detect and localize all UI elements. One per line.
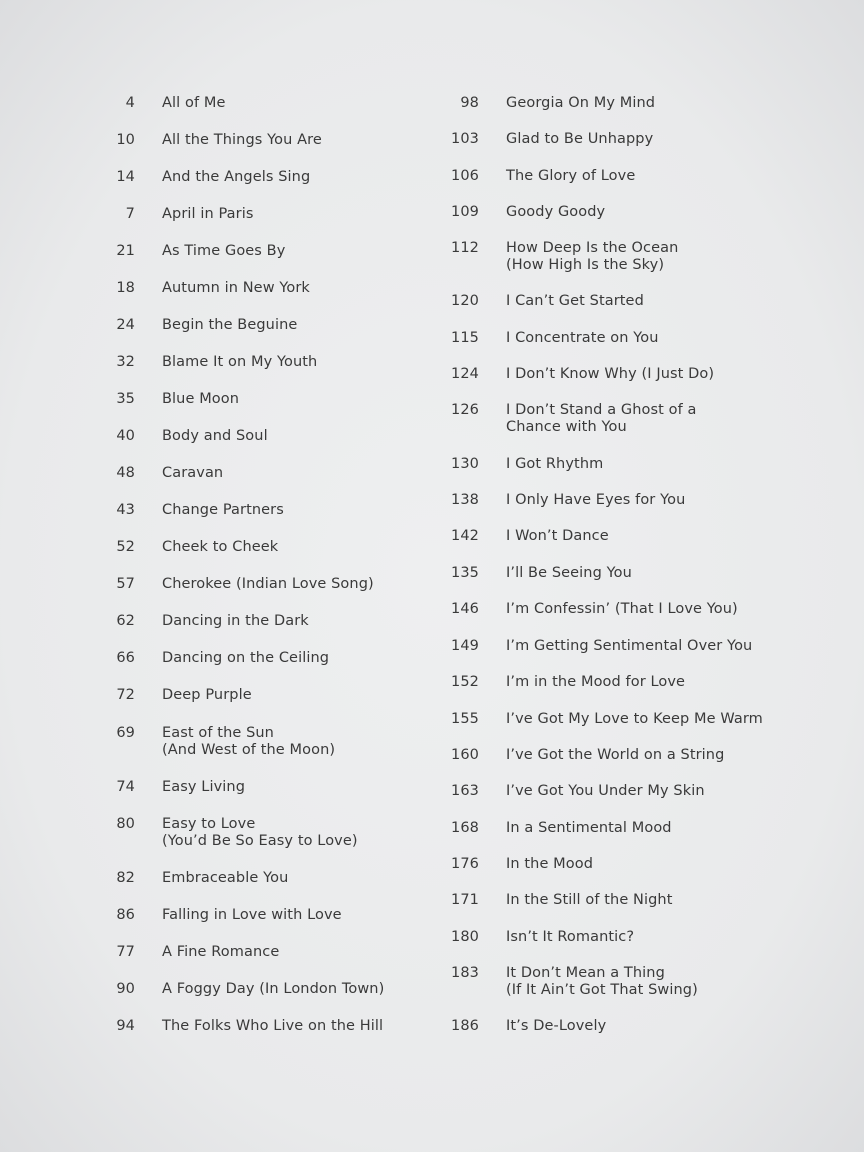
toc-song-title: Autumn in New York bbox=[162, 280, 310, 296]
toc-page-number: 146 bbox=[451, 601, 479, 617]
toc-song-title: I Don’t Stand a Ghost of a Chance with You bbox=[506, 402, 697, 435]
toc-song-title: Glad to Be Unhappy bbox=[506, 131, 654, 147]
toc-page-number: 120 bbox=[451, 293, 479, 309]
toc-song-title: Begin the Beguine bbox=[162, 317, 298, 333]
toc-page-number: 142 bbox=[451, 528, 479, 544]
toc-song-title: Blame It on My Youth bbox=[162, 354, 318, 370]
toc-page-number: 14 bbox=[116, 169, 135, 185]
toc-page-number: 109 bbox=[451, 204, 479, 220]
toc-page-number: 126 bbox=[451, 402, 479, 418]
toc-page-number: 82 bbox=[116, 870, 135, 886]
toc-page-number: 155 bbox=[451, 711, 479, 727]
toc-song-title: Caravan bbox=[162, 465, 224, 481]
toc-page-number: 112 bbox=[451, 240, 479, 256]
toc-song-title: In the Mood bbox=[506, 856, 594, 872]
toc-song-title: In the Still of the Night bbox=[506, 892, 673, 908]
toc-song-title: Change Partners bbox=[162, 502, 284, 518]
toc-song-title: As Time Goes By bbox=[162, 243, 286, 259]
toc-page-number: 57 bbox=[116, 576, 135, 592]
toc-page-number: 103 bbox=[451, 131, 479, 147]
toc-page-number: 77 bbox=[116, 944, 135, 960]
toc-page-number: 80 bbox=[116, 816, 135, 832]
toc-song-title: I’ve Got My Love to Keep Me Warm bbox=[506, 711, 763, 727]
toc-page-number: 90 bbox=[116, 981, 135, 997]
toc-page-number: 183 bbox=[451, 965, 479, 981]
toc-page-number: 149 bbox=[451, 638, 479, 654]
toc-page-number: 115 bbox=[451, 330, 479, 346]
toc-page-number: 160 bbox=[451, 747, 479, 763]
toc-page-number: 124 bbox=[451, 366, 479, 382]
toc-song-title: Easy Living bbox=[162, 779, 246, 795]
toc-page-number: 48 bbox=[116, 465, 135, 481]
toc-song-title: Goody Goody bbox=[506, 204, 606, 220]
toc-song-title: I’m in the Mood for Love bbox=[506, 674, 686, 690]
toc-song-title: I’m Getting Sentimental Over You bbox=[506, 638, 753, 654]
toc-song-title: I’ll Be Seeing You bbox=[506, 565, 632, 581]
toc-page-number: 152 bbox=[451, 674, 479, 690]
toc-page-number: 186 bbox=[451, 1018, 479, 1034]
toc-page-number: 163 bbox=[451, 783, 479, 799]
toc-page-number: 21 bbox=[116, 243, 135, 259]
toc-page-number: 130 bbox=[451, 456, 479, 472]
toc-page-number: 135 bbox=[451, 565, 479, 581]
toc-song-title: I Don’t Know Why (I Just Do) bbox=[506, 366, 715, 382]
toc-song-title: Falling in Love with Love bbox=[162, 907, 342, 923]
toc-song-title: Georgia On My Mind bbox=[506, 95, 656, 111]
toc-song-title: Deep Purple bbox=[162, 687, 252, 703]
toc-song-title: Embraceable You bbox=[162, 870, 289, 886]
toc-song-title: A Fine Romance bbox=[162, 944, 280, 960]
toc-song-title: East of the Sun (And West of the Moon) bbox=[162, 725, 336, 758]
toc-song-title: April in Paris bbox=[162, 206, 254, 222]
toc-page-number: 106 bbox=[451, 168, 479, 184]
toc-song-title: I Only Have Eyes for You bbox=[506, 492, 686, 508]
toc-song-title: I’ve Got the World on a String bbox=[506, 747, 725, 763]
toc-page-number: 24 bbox=[116, 317, 135, 333]
toc-song-title: Body and Soul bbox=[162, 428, 268, 444]
toc-page-number: 66 bbox=[116, 650, 135, 666]
toc-page-number: 43 bbox=[116, 502, 135, 518]
toc-song-title: Blue Moon bbox=[162, 391, 240, 407]
toc-page-number: 176 bbox=[451, 856, 479, 872]
toc-page-number: 10 bbox=[116, 132, 135, 148]
toc-song-title: How Deep Is the Ocean (How High Is the Sky) bbox=[506, 240, 679, 273]
toc-song-title: Isn’t It Romantic? bbox=[506, 929, 635, 945]
toc-page-number: 62 bbox=[116, 613, 135, 629]
toc-page-number: 4 bbox=[125, 95, 135, 111]
toc-song-title: Cherokee (Indian Love Song) bbox=[162, 576, 374, 592]
toc-song-title: It Don’t Mean a Thing (If It Ain’t Got That Swing) bbox=[506, 965, 698, 998]
toc-song-title: I’ve Got You Under My Skin bbox=[506, 783, 705, 799]
toc-song-title: I Concentrate on You bbox=[506, 330, 659, 346]
toc-page-number: 98 bbox=[460, 95, 479, 111]
toc-page-number: 94 bbox=[116, 1018, 135, 1034]
toc-song-title: I’m Confessin’ (That I Love You) bbox=[506, 601, 738, 617]
toc-song-title: And the Angels Sing bbox=[162, 169, 311, 185]
toc-song-title: Easy to Love (You’d Be So Easy to Love) bbox=[162, 816, 358, 849]
toc-song-title: It’s De-Lovely bbox=[506, 1018, 607, 1034]
toc-song-title: All of Me bbox=[162, 95, 226, 111]
toc-page-number: 32 bbox=[116, 354, 135, 370]
toc-page-number: 69 bbox=[116, 725, 135, 741]
toc-page-number: 35 bbox=[116, 391, 135, 407]
toc-song-title: I Won’t Dance bbox=[506, 528, 609, 544]
toc-song-title: All the Things You Are bbox=[162, 132, 322, 148]
toc-song-title: The Folks Who Live on the Hill bbox=[162, 1018, 384, 1034]
toc-page-number: 40 bbox=[116, 428, 135, 444]
toc-song-title: Cheek to Cheek bbox=[162, 539, 279, 555]
toc-page-number: 52 bbox=[116, 539, 135, 555]
toc-song-title: I Got Rhythm bbox=[506, 456, 604, 472]
toc-page-number: 171 bbox=[451, 892, 479, 908]
toc-page-number: 72 bbox=[116, 687, 135, 703]
toc-song-title: In a Sentimental Mood bbox=[506, 820, 672, 836]
toc-page-number: 7 bbox=[125, 206, 135, 222]
toc-page-number: 18 bbox=[116, 280, 135, 296]
toc-page-number: 168 bbox=[451, 820, 479, 836]
toc-song-title: The Glory of Love bbox=[506, 168, 636, 184]
toc-page-number: 180 bbox=[451, 929, 479, 945]
toc-song-title: I Can’t Get Started bbox=[506, 293, 644, 309]
toc-song-title: Dancing on the Ceiling bbox=[162, 650, 330, 666]
toc-page-number: 74 bbox=[116, 779, 135, 795]
toc-page-number: 86 bbox=[116, 907, 135, 923]
toc-song-title: Dancing in the Dark bbox=[162, 613, 309, 629]
toc-page-number: 138 bbox=[451, 492, 479, 508]
toc-song-title: A Foggy Day (In London Town) bbox=[162, 981, 385, 997]
